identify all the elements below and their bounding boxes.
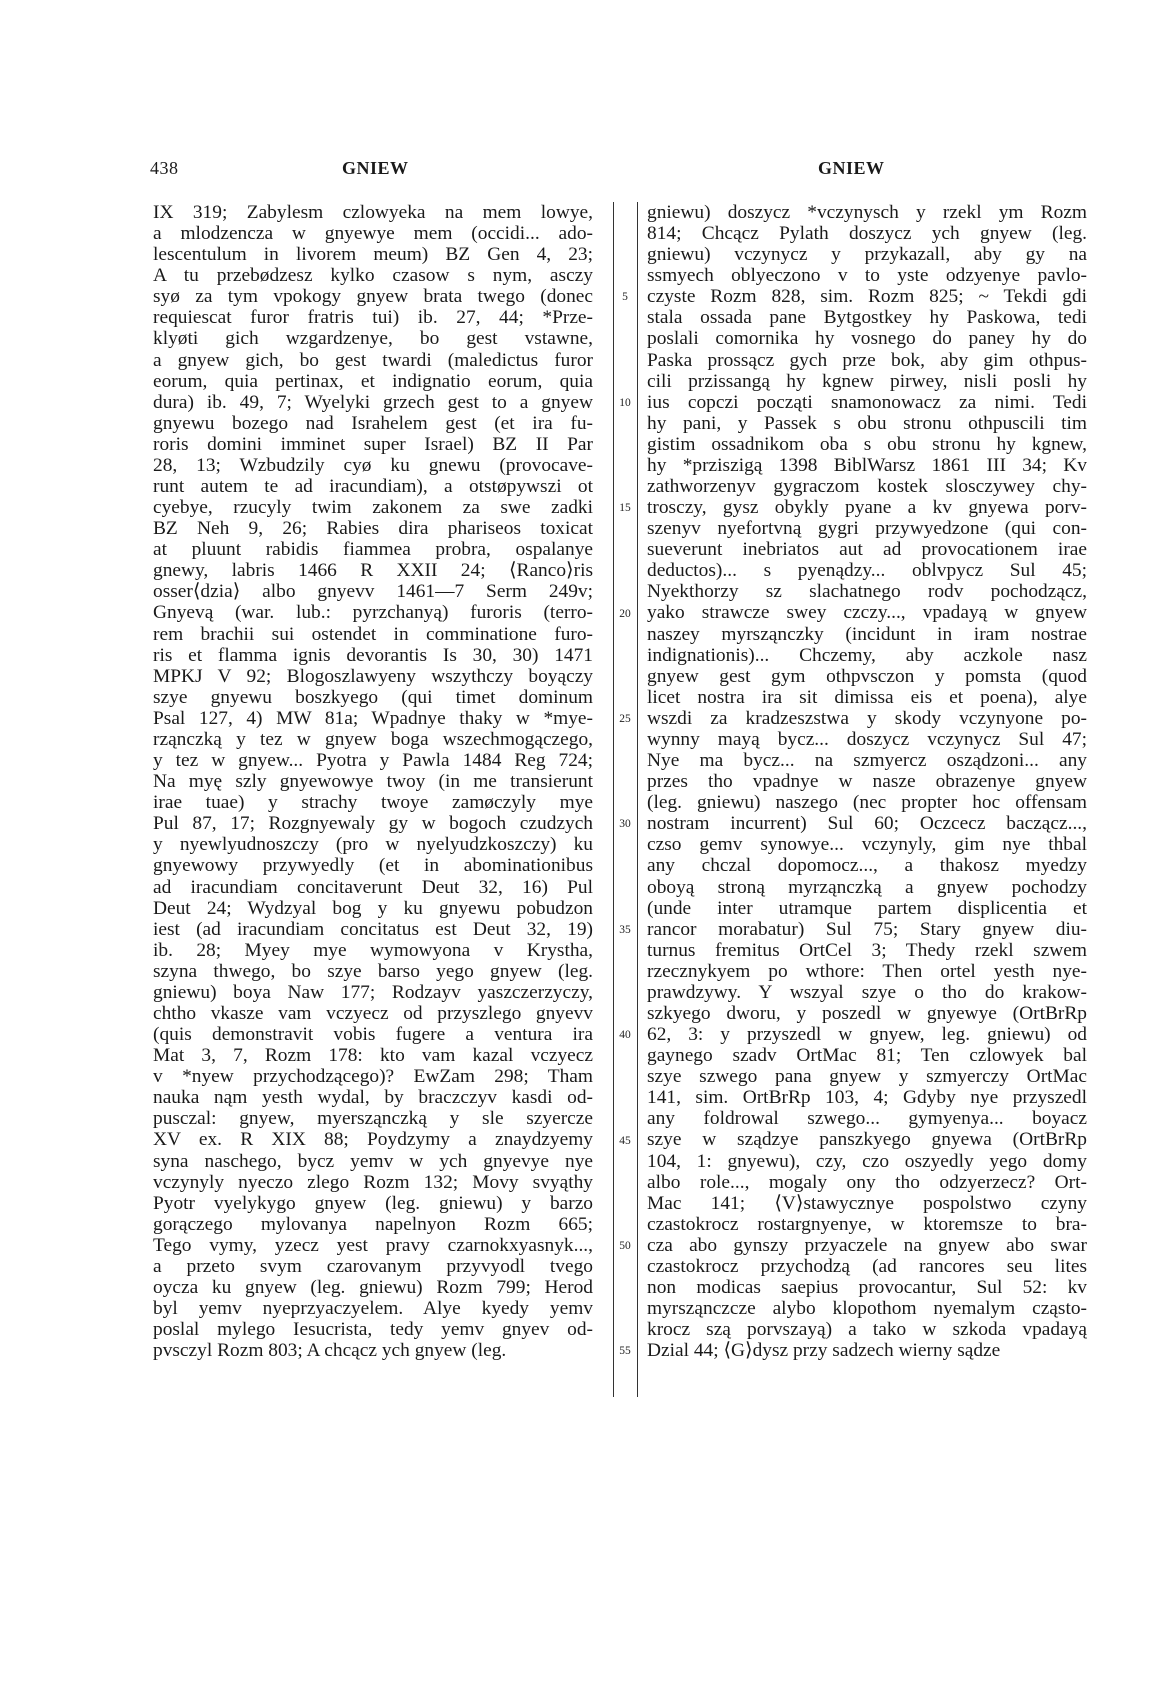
text-line: wszdi za kradzeszstwa y skody vczynyone po- — [647, 707, 1087, 729]
text-line: gniewu) doszycz *vczynysch y rzekl ym Rozm — [647, 202, 1087, 223]
text-line: szye w sządzye panszkyego gnyewa (OrtBrRp — [647, 1129, 1087, 1151]
text-line: Nye ma bycz... na szmyercz osządzoni... any — [647, 750, 1087, 772]
line-number: 55 — [619, 1345, 631, 1358]
text-line: indignationis)... Chczemy, aby aczkole nasz — [647, 644, 1087, 666]
text-line: Na myę szly gnyewowye twoy (in me transierunt — [153, 771, 593, 793]
text-line: MPKJ V 92; Blogoszlawyeny wszythczy boyączy — [153, 665, 593, 687]
text-line: czastokrocz rostargnyenye, w ktoremsze to bra- — [647, 1213, 1087, 1235]
line-number: 20 — [619, 607, 631, 620]
text-line: Mac 141; ⟨V⟩stawycznye pospolstwo czyny — [647, 1192, 1087, 1214]
text-line: sueverunt inebriatos aut ad provocationem irae — [647, 539, 1087, 561]
text-line: cza abo gynszy przyaczele na gnyew abo swar — [647, 1234, 1087, 1256]
text-line: szye gnyewu boszkyego (qui timet dominum — [153, 686, 593, 708]
text-line: turnus fremitus OrtCel 3; Thedy rzekl szwem — [647, 939, 1087, 961]
text-line: gorączego mylovanya napelnyon Rozm 665; — [153, 1213, 593, 1235]
text-line: gistim ossadnikom oba s obu stronu hy kgnew, — [647, 433, 1087, 455]
text-line: cili przissangą hy kgnew pirwey, nisli posli hy — [647, 370, 1087, 392]
text-line: licet nostra ira sit dimissa eis et poena), alye — [647, 686, 1087, 708]
text-line: gnewy, labris 1466 R XXII 24; ⟨Ranco⟩ris — [153, 560, 593, 582]
page-number: 438 — [150, 158, 179, 178]
text-line: rancor morabatur) Sul 75; Stary gnyew diu- — [647, 918, 1087, 940]
text-line: dura) ib. 49, 7; Wyelyki grzech gest to a gnyew — [153, 391, 593, 413]
text-line: gnyewowy przywyedly (et in abominationibus — [153, 855, 593, 877]
text-line: syna naschego, bycz yemv w ych gnyevye nye — [153, 1150, 593, 1172]
text-line: hy *prziszigą 1398 BiblWarsz 1861 III 34; Kv — [647, 454, 1087, 476]
text-line: oycza ku gnyew (leg. gniewu) Rozm 799; Herod — [153, 1276, 593, 1298]
text-line: chtho vkasze vam vczyecz od przyszlego gnyevv — [153, 1002, 593, 1024]
text-line: iest (ad iracundiam concitatus est Deut 32, 19) — [153, 918, 593, 940]
text-line: osser⟨dzia⟩ albo gnyevv 1461—7 Serm 249v; — [153, 581, 593, 603]
line-number: 10 — [619, 396, 631, 409]
text-line: poslal mylego Iesucrista, tedy yemv gnyev od- — [153, 1319, 593, 1341]
text-line: eorum, quia pertinax, et indignatio eorum, quia — [153, 370, 593, 392]
text-line: szkyego dworu, y poszedl w gnyewye (OrtBrRp — [647, 1002, 1087, 1024]
text-line: requiescat furor fratris tui) ib. 27, 44; *Prze- — [153, 307, 593, 329]
text-line: krocz szą porvszayą) a tako w szkoda vpadayą — [647, 1319, 1087, 1341]
text-line: rem brachii sui ostendet in comminatione furo- — [153, 623, 593, 645]
text-line: gaynego szadv OrtMac 81; Ten czlowyek bal — [647, 1045, 1087, 1067]
text-line: naszey myrsząnczky (incidunt in iram nostrae — [647, 623, 1087, 645]
left-headword: GNIEW — [342, 158, 409, 178]
text-line: zathworzenyv gygraczom kostek slosczywey chy- — [647, 476, 1087, 498]
text-line: Paska prossącz gych prze bok, aby gim othpus- — [647, 349, 1087, 371]
text-line: y tez w gnyew... Pyotra y Pawla 1484 Reg 724; — [153, 750, 593, 772]
text-line: Dzial 44; ⟨G⟩dysz przy sadzech wierny sądze — [647, 1340, 1001, 1362]
text-line: rząnczką y tez w gnyew boga wszechmogączego, — [153, 728, 593, 750]
text-line: 814; Chcącz Pylath doszycz ych gnyew (leg. — [647, 223, 1087, 245]
text-line: roris domini imminet super Israel) BZ II Par — [153, 433, 593, 455]
text-line: 141, sim. OrtBrRp 103, 4; Gdyby nye przyszedl — [647, 1087, 1087, 1109]
line-number: 30 — [619, 818, 631, 831]
text-line: 62, 3: y przyszedl w gnyew, leg. gniewu) od — [647, 1024, 1087, 1046]
text-line: ius copczi począti snamonowacz za nimi. Tedi — [647, 391, 1087, 413]
text-line: a mlodzencza w gnyewye mem (occidi... ado- — [153, 223, 593, 245]
text-line: (quis demonstravit vobis fugere a ventura ira — [153, 1024, 593, 1046]
text-line: vczynyly nyeczo zlego Rozm 132; Movy svyąthy — [153, 1171, 593, 1193]
text-line: rzecznykyem po wthore: Then ortel yesth nye- — [647, 960, 1087, 982]
text-line: a gnyew gich, bo gest twardi (maledictus furor — [153, 349, 593, 371]
text-line: albo role..., mogaly ony tho odzyerzecz? Ort- — [647, 1171, 1087, 1193]
text-line: szyna thwego, bo szye barso yego gnyew (leg. — [153, 960, 593, 982]
text-line: v *nyew przychodzącego)? EwZam 298; Tham — [153, 1066, 593, 1088]
text-line: myrsząnczcze alybo klopothom nyemalym cząsto- — [647, 1298, 1087, 1320]
text-line: czastokrocz przychodzą (ad rancores seu lites — [647, 1255, 1087, 1277]
text-line: gnyewu bozego nad Israhelem gest (et ira fu- — [153, 412, 593, 434]
text-line: hy pani, y Passek s obu stronu othpuscili tim — [647, 412, 1087, 434]
text-line: szye szwego pana gnyew y szmyerczy OrtMac — [647, 1066, 1087, 1088]
text-line: XV ex. R XIX 88; Poydzymy a znaydzyemy — [153, 1129, 593, 1151]
text-line: any foldrowal szwego... gymyenya... boyacz — [647, 1108, 1087, 1130]
line-number: 25 — [619, 712, 631, 725]
text-line: nostram incurrent) Sul 60; Oczcecz baczącz..., — [647, 813, 1087, 835]
text-line: at pluunt rabidis fiammea probra, ospalanye — [153, 539, 593, 561]
text-line: ad iracundiam concitaverunt Deut 32, 16) Pul — [153, 876, 593, 898]
text-line: czyste Rozm 828, sim. Rozm 825; ~ Tekdi gdi — [647, 286, 1087, 308]
text-line: 28, 13; Wzbudzily cyø ku gnewu (provocave- — [153, 454, 593, 476]
text-line: IX 319; Zabylesm czlowyeka na mem lowye, — [153, 202, 593, 223]
text-line: (unde inter utramque partem displicentia et — [647, 897, 1087, 919]
text-line: deductos)... s pyenądzy... oblvpycz Sul 45; — [647, 560, 1087, 582]
line-number: 5 — [622, 291, 628, 304]
right-text-column — [647, 202, 1087, 1361]
text-line: Tego vymy, yzecz yest pravy czarnokxyasnyk..., — [153, 1234, 593, 1256]
text-line: ris et flamma ignis devorantis Is 30, 30) 1471 — [153, 644, 593, 666]
text-line: gnyew gest gym othpvsczon y pomsta (quod — [647, 665, 1087, 687]
text-line: a przeto svym czarovanym przyvyodl tvego — [153, 1255, 593, 1277]
line-number: 40 — [619, 1029, 631, 1042]
text-line: pvsczyl Rozm 803; A chcącz ych gnyew (leg. — [153, 1340, 507, 1362]
left-text-column — [153, 202, 593, 1361]
text-line: Pul 87, 17; Rozgnyewaly gy w bogoch czudzych — [153, 813, 593, 835]
column-rule-left — [613, 202, 614, 1397]
running-header — [0, 158, 1166, 188]
text-line: Gnyevą (war. lub.: pyrzchanyą) furoris (terro- — [153, 602, 593, 624]
text-line: A tu przebødzesz kylko czasow s nym, asczy — [153, 265, 593, 287]
text-line: nauka nąm yesth wydal, by braczczyv kasdi od- — [153, 1087, 593, 1109]
text-line: ssmyech oblyeczono v to yste odzyenye pavlo- — [647, 265, 1087, 287]
text-line: y nyewlyudnoszczy (pro w nyelyudzkoszczy) ku — [153, 834, 593, 856]
text-line: syø za tym vpokogy gnyew brata twego (donec — [153, 286, 593, 308]
text-line: irae tuae) y strachy twoye zamøczyly mye — [153, 792, 593, 814]
text-line: any chczal dopomocz..., a thakosz myedzy — [647, 855, 1087, 877]
column-rule-right — [637, 202, 638, 1397]
text-line: Psal 127, 4) MW 81a; Wpadnye thaky w *mye- — [153, 707, 593, 729]
text-line: prawdzywy. Y wszyal szye o tho do krakow- — [647, 981, 1087, 1003]
text-line: poslali comornika hy vosnego do paney hy do — [647, 328, 1087, 350]
right-headword: GNIEW — [818, 158, 885, 178]
text-line: Mat 3, 7, Rozm 178: kto vam kazal vczyecz — [153, 1045, 593, 1067]
line-number: 45 — [619, 1134, 631, 1147]
text-line: lescentulum in livorem meum) BZ Gen 4, 23; — [153, 244, 593, 266]
text-line: byl yemv nyeprzyaczyelem. Alye kyedy yemv — [153, 1298, 593, 1320]
line-number: 35 — [619, 923, 631, 936]
text-line: gniewu) vczynycz y przykazall, aby gy na — [647, 244, 1087, 266]
text-line: pusczal: gnyew, myersząnczką y sle szyercze — [153, 1108, 593, 1130]
text-line: gniewu) boya Naw 177; Rodzayv yaszczerzyczy, — [153, 981, 593, 1003]
text-line: Pyotr vyelykygo gnyew (leg. gniewu) y barzo — [153, 1192, 593, 1214]
text-line: oboyą stroną myrząnczką a gnyew pochodzy — [647, 876, 1087, 898]
text-line: non modicas saepius provocantur, Sul 52: kv — [647, 1276, 1087, 1298]
line-number: 15 — [619, 502, 631, 515]
text-line: BZ Neh 9, 26; Rabies dira phariseos toxicat — [153, 518, 593, 540]
text-line: 104, 1: gnyewu), czy, czo oszyedly yego domy — [647, 1150, 1087, 1172]
text-line: ib. 28; Myey mye wymowyona v Krystha, — [153, 939, 593, 961]
text-line: trosczy, gysz obykly pyane a kv gnyewa porv- — [647, 497, 1087, 519]
text-line: Nyekthorzy sz slachatnego rodv pochodzącz, — [647, 581, 1087, 603]
text-line: szenyv nyefortvną gygri przywyedzone (qui con- — [647, 518, 1087, 540]
text-line: runt autem te ad iracundiam), a otstøpywszi ot — [153, 476, 593, 498]
text-line: czso gemv synowye... vczynyly, gim nye thbal — [647, 834, 1087, 856]
text-line: cyebye, rzucyly twim zakonem za swe zadki — [153, 497, 593, 519]
text-line: wynny mayą bycz... doszycz vczynycz Sul 47; — [647, 728, 1087, 750]
text-line: klyøti gich wzgardzenye, bo gest vstawne, — [153, 328, 593, 350]
text-line: Deut 24; Wydzyal bog y ku gnyewu pobudzon — [153, 897, 593, 919]
text-line: yako strawcze swey czczy..., vpadayą w gnyew — [647, 602, 1087, 624]
text-line: (leg. gniewu) naszego (nec propter hoc offensam — [647, 792, 1087, 814]
line-number: 50 — [619, 1239, 631, 1252]
text-line: przes tho vpadnye w nasze obrazenye gnyew — [647, 771, 1087, 793]
text-line: stala ossada pane Bytgostkey hy Paskowa, tedi — [647, 307, 1087, 329]
